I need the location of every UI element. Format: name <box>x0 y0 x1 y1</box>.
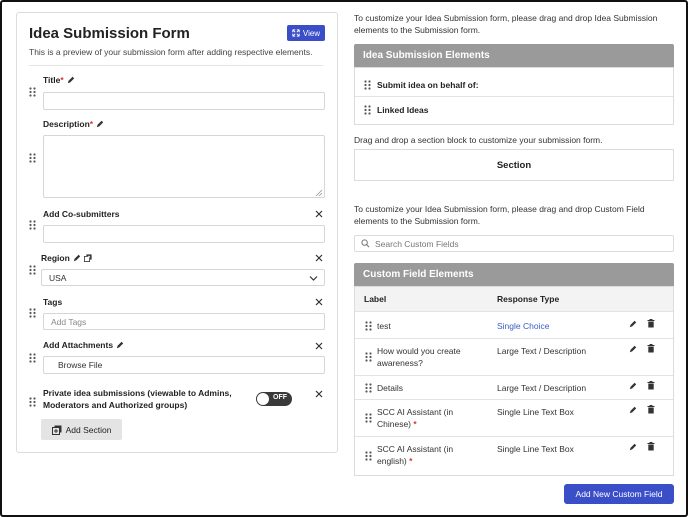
row-type: Single Line Text Box <box>497 407 574 417</box>
tags-field-label: Tags <box>43 297 63 307</box>
row-type: Large Text / Description <box>497 346 587 356</box>
cosubmitters-field-label: Add Co-submitters <box>43 209 120 219</box>
close-icon[interactable] <box>315 298 323 306</box>
close-icon[interactable] <box>315 390 323 398</box>
drag-handle-icon[interactable] <box>29 153 36 163</box>
pencil-icon[interactable] <box>73 254 81 262</box>
list-item[interactable] <box>355 71 673 98</box>
row-type[interactable]: Single Choice <box>497 321 550 331</box>
table-row[interactable] <box>355 436 673 475</box>
row-label: SCC AI Assistant (in Chinese) * <box>377 407 454 429</box>
close-icon[interactable] <box>315 210 323 218</box>
form-description: This is a preview of your submission form after adding respective elements. <box>29 47 313 57</box>
element-label: Linked Ideas <box>377 104 429 115</box>
drag-handle-icon[interactable] <box>29 353 36 363</box>
title-input[interactable] <box>43 92 325 110</box>
private-submission-label: Private idea submissions (viewable to Admins, Moderators and Authorized groups) <box>43 388 232 410</box>
add-section-label: Add Section <box>65 424 112 435</box>
attachments-field-label: Add Attachments <box>43 340 124 350</box>
region-select[interactable] <box>41 269 325 286</box>
column-header-type: Response Type <box>497 294 560 304</box>
trash-icon[interactable] <box>647 319 655 328</box>
custom-fields-header: Custom Field Elements <box>354 263 674 286</box>
row-label: test <box>377 321 391 331</box>
add-section-button[interactable] <box>41 419 122 440</box>
search-input[interactable] <box>354 235 674 252</box>
resize-grip-icon[interactable] <box>315 188 322 195</box>
drag-handle-icon[interactable] <box>365 352 372 362</box>
form-preview-panel <box>16 12 338 453</box>
add-section-icon <box>52 425 62 435</box>
search-icon <box>361 239 370 248</box>
toggle-state: OFF <box>273 394 287 401</box>
description-field-label: Description* <box>43 119 104 129</box>
cosubmitters-input[interactable] <box>43 225 325 243</box>
drag-handle-icon[interactable] <box>29 265 36 275</box>
row-type: Large Text / Description <box>497 383 587 393</box>
add-new-custom-field-button[interactable] <box>564 484 674 504</box>
row-label: SCC AI Assistant (in english) * <box>377 444 454 466</box>
table-row[interactable] <box>355 338 673 375</box>
pencil-icon[interactable] <box>629 406 637 414</box>
element-label: Submit idea on behalf of: <box>377 79 479 90</box>
description-textarea[interactable] <box>43 135 325 198</box>
trash-icon[interactable] <box>647 405 655 414</box>
drag-handle-icon[interactable] <box>364 105 371 115</box>
pencil-icon[interactable] <box>67 76 75 84</box>
pencil-icon[interactable] <box>629 443 637 451</box>
close-icon[interactable] <box>315 342 323 350</box>
divider <box>29 65 323 66</box>
elements-header: Idea Submission Elements <box>354 44 674 67</box>
drag-handle-icon[interactable] <box>365 321 372 331</box>
pencil-icon[interactable] <box>629 320 637 328</box>
table-row[interactable] <box>355 311 673 338</box>
pencil-icon[interactable] <box>629 382 637 390</box>
close-icon[interactable] <box>315 254 323 262</box>
section-block[interactable] <box>354 149 674 181</box>
view-button-label: View <box>302 28 321 38</box>
drag-handle-icon[interactable] <box>29 308 36 318</box>
custom-fields-table <box>354 286 674 476</box>
browse-file-label: Browse File <box>58 360 103 370</box>
pencil-icon[interactable] <box>629 345 637 353</box>
tags-placeholder: Add Tags <box>51 316 87 327</box>
browse-file-input[interactable] <box>43 356 325 374</box>
drag-handle-icon[interactable] <box>29 397 36 407</box>
region-selected-value: USA <box>49 272 67 283</box>
trash-icon[interactable] <box>647 344 655 353</box>
private-toggle[interactable] <box>256 392 292 406</box>
row-type: Single Line Text Box <box>497 444 574 454</box>
drag-handle-icon[interactable] <box>365 413 372 423</box>
drag-handle-icon[interactable] <box>365 383 372 393</box>
page-title: Idea Submission Form <box>29 25 190 42</box>
toggle-knob <box>257 393 269 405</box>
section-help-text: Drag and drop a section block to customize your submission form. <box>354 135 603 145</box>
table-row[interactable] <box>355 375 673 399</box>
table-row[interactable] <box>355 399 673 436</box>
add-new-custom-field-label: Add New Custom Field <box>575 489 663 499</box>
custom-help-text: To customize your Idea Submission form, please drag and drop Custom Field elements to the Submission form. <box>354 204 645 226</box>
section-label: Section <box>496 159 532 171</box>
row-label: How would you create awareness? <box>377 346 461 368</box>
trash-icon[interactable] <box>647 442 655 451</box>
tags-input[interactable] <box>43 313 325 330</box>
drag-handle-icon[interactable] <box>364 80 371 90</box>
elements-list <box>354 67 674 125</box>
drag-handle-icon[interactable] <box>365 451 372 461</box>
view-button[interactable] <box>287 25 325 41</box>
region-field-label: Region <box>41 253 92 263</box>
pencil-icon[interactable] <box>96 120 104 128</box>
drag-handle-icon[interactable] <box>29 220 36 230</box>
trash-icon[interactable] <box>647 381 655 390</box>
drag-handle-icon[interactable] <box>29 87 36 97</box>
search-placeholder: Search Custom Fields <box>375 238 459 249</box>
list-item[interactable] <box>355 96 673 123</box>
table-header <box>355 287 673 311</box>
row-label: Details <box>377 383 403 393</box>
copy-icon[interactable] <box>84 254 92 262</box>
chevron-down-icon <box>309 274 318 281</box>
title-field-label: Title* <box>43 75 75 85</box>
expand-icon <box>292 29 300 37</box>
intro-text: To customize your Idea Submission form, please drag and drop Idea Submission elements to the Submission form. <box>354 13 658 35</box>
column-header-label: Label <box>364 294 387 304</box>
pencil-icon[interactable] <box>116 341 124 349</box>
